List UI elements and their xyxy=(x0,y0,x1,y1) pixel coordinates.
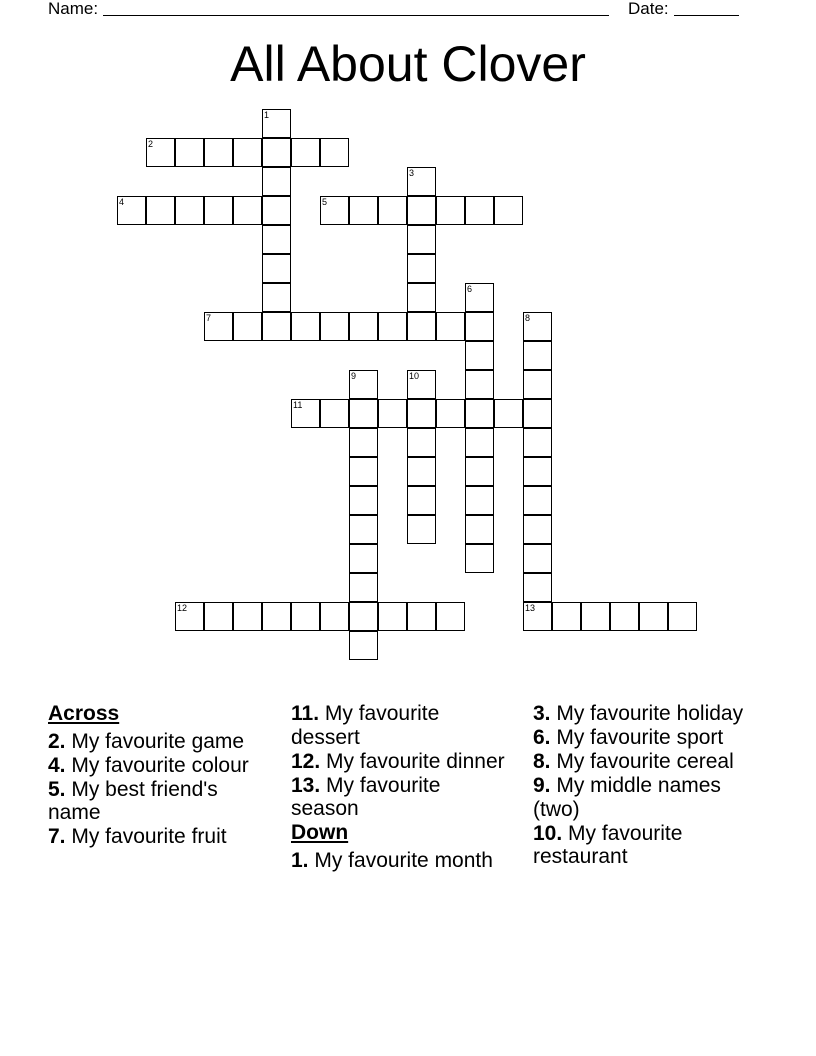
crossword-cell[interactable] xyxy=(117,196,146,225)
crossword-cell[interactable] xyxy=(262,167,291,196)
clue-number: 12 xyxy=(177,603,188,613)
clue-across-11: 11. My favourite dessert xyxy=(291,702,440,749)
crossword-cell[interactable] xyxy=(465,486,494,515)
crossword-cell[interactable] xyxy=(349,312,378,341)
crossword-cell[interactable] xyxy=(407,312,436,341)
crossword-cell[interactable] xyxy=(523,428,552,457)
crossword-cell[interactable] xyxy=(581,602,610,631)
crossword-cell[interactable] xyxy=(668,602,697,631)
crossword-cell[interactable] xyxy=(407,515,436,544)
clue-down-8: 8. My favourite cereal xyxy=(533,750,734,773)
clue-number: 9 xyxy=(351,371,357,381)
crossword-cell[interactable] xyxy=(320,138,349,167)
crossword-cell[interactable] xyxy=(349,573,378,602)
crossword-cell[interactable] xyxy=(523,399,552,428)
clue-number: 4 xyxy=(119,197,125,207)
crossword-cell[interactable] xyxy=(436,196,465,225)
crossword-cell[interactable] xyxy=(349,457,378,486)
clue-number: 7 xyxy=(206,313,212,323)
clue-down-10: 10. My favourite restaurant xyxy=(533,821,683,868)
crossword-cell[interactable] xyxy=(233,196,262,225)
crossword-cell[interactable] xyxy=(175,138,204,167)
clues-column-1 xyxy=(48,702,268,849)
crossword-cell[interactable] xyxy=(378,196,407,225)
crossword-cell[interactable] xyxy=(407,196,436,225)
crossword-cell[interactable] xyxy=(523,457,552,486)
crossword-cell[interactable] xyxy=(523,602,552,631)
crossword-cell[interactable] xyxy=(262,312,291,341)
crossword-cell[interactable] xyxy=(262,138,291,167)
crossword-cell[interactable] xyxy=(320,312,349,341)
crossword-cell[interactable] xyxy=(639,602,668,631)
crossword-cell[interactable] xyxy=(233,138,262,167)
name-label: Name: xyxy=(48,0,99,18)
crossword-cell[interactable] xyxy=(146,138,175,167)
crossword-cell[interactable] xyxy=(349,602,378,631)
crossword-cell[interactable] xyxy=(349,631,378,660)
crossword-cell[interactable] xyxy=(146,196,175,225)
clue-number: 5 xyxy=(322,197,328,207)
clue-across-12: 12. My favourite dinner xyxy=(291,749,505,773)
clue-down-9: 9. My middle names (two) xyxy=(533,774,721,821)
crossword-cell[interactable] xyxy=(407,254,436,283)
crossword-cell[interactable] xyxy=(407,457,436,486)
crossword-cell[interactable] xyxy=(349,544,378,573)
crossword-cell[interactable] xyxy=(349,196,378,225)
crossword-cell[interactable] xyxy=(552,602,581,631)
crossword-cell[interactable] xyxy=(465,457,494,486)
crossword-cell[interactable] xyxy=(465,544,494,573)
clue-number: 11 xyxy=(293,400,303,410)
crossword-cell[interactable] xyxy=(436,312,465,341)
crossword-cell[interactable] xyxy=(262,225,291,254)
clues-column-3 xyxy=(533,702,753,869)
crossword-cell[interactable] xyxy=(320,399,349,428)
crossword-cell[interactable] xyxy=(320,196,349,225)
clue-down-6: 6. My favourite sport xyxy=(533,726,724,749)
crossword-cell[interactable] xyxy=(349,399,378,428)
clue-number: 2 xyxy=(148,139,154,149)
crossword-cell[interactable] xyxy=(320,602,349,631)
clue-down-1: 1. My favourite month xyxy=(291,848,493,872)
crossword-cell[interactable] xyxy=(610,602,639,631)
crossword-cell[interactable] xyxy=(291,312,320,341)
crossword-cell[interactable] xyxy=(175,602,204,631)
clue-number: 13 xyxy=(525,603,536,613)
clue-down-3: 3. My favourite holiday xyxy=(533,702,744,725)
crossword-cell[interactable] xyxy=(233,602,262,631)
crossword-cell[interactable] xyxy=(262,283,291,312)
crossword-cell[interactable] xyxy=(436,399,465,428)
clue-across-13: 13. My favourite season xyxy=(291,773,441,820)
crossword-cell[interactable] xyxy=(465,312,494,341)
crossword-cell[interactable] xyxy=(407,428,436,457)
crossword-cell[interactable] xyxy=(407,486,436,515)
crossword-cell[interactable] xyxy=(407,370,436,399)
crossword-cell[interactable] xyxy=(204,312,233,341)
crossword-cell[interactable] xyxy=(523,370,552,399)
crossword-cell[interactable] xyxy=(233,312,262,341)
clue-number: 6 xyxy=(467,284,473,294)
crossword-cell[interactable] xyxy=(407,225,436,254)
clue-number: 8 xyxy=(525,313,531,323)
crossword-cell[interactable] xyxy=(465,515,494,544)
crossword-cell[interactable] xyxy=(349,370,378,399)
crossword-cell[interactable] xyxy=(465,196,494,225)
crossword-cell[interactable] xyxy=(523,341,552,370)
crossword-cell[interactable] xyxy=(291,399,320,428)
crossword-cell[interactable] xyxy=(204,196,233,225)
crossword-cell[interactable] xyxy=(204,138,233,167)
crossword-cell[interactable] xyxy=(349,486,378,515)
crossword-cell[interactable] xyxy=(407,167,436,196)
crossword-cell[interactable] xyxy=(175,196,204,225)
crossword-cell[interactable] xyxy=(262,109,291,138)
crossword-cell[interactable] xyxy=(523,544,552,573)
crossword-cell[interactable] xyxy=(262,602,291,631)
crossword-cell[interactable] xyxy=(465,399,494,428)
crossword-cell[interactable] xyxy=(407,602,436,631)
clue-across-5: 5. My best friend's name xyxy=(48,777,218,824)
clue-number: 3 xyxy=(409,168,415,178)
crossword-cell[interactable] xyxy=(349,428,378,457)
crossword-cell[interactable] xyxy=(465,428,494,457)
crossword-cell[interactable] xyxy=(494,399,523,428)
clue-across-4: 4. My favourite colour xyxy=(48,753,249,777)
crossword-cell[interactable] xyxy=(378,312,407,341)
clue-number: 10 xyxy=(409,371,420,381)
down-heading: Down xyxy=(291,821,349,844)
crossword-cell[interactable] xyxy=(378,399,407,428)
clue-across-2: 2. My favourite game xyxy=(48,729,245,753)
crossword-cell[interactable] xyxy=(262,254,291,283)
crossword-cell[interactable] xyxy=(204,602,233,631)
clues-column-2 xyxy=(291,702,511,873)
crossword-cell[interactable] xyxy=(523,573,552,602)
across-heading: Across xyxy=(48,702,120,725)
crossword-cell[interactable] xyxy=(378,602,407,631)
crossword-cell[interactable] xyxy=(465,370,494,399)
crossword-cell[interactable] xyxy=(291,138,320,167)
crossword-cell[interactable] xyxy=(291,602,320,631)
crossword-cell[interactable] xyxy=(465,341,494,370)
crossword-cell[interactable] xyxy=(262,196,291,225)
crossword-cell[interactable] xyxy=(523,515,552,544)
date-label: Date: xyxy=(628,0,669,18)
page-title: All About Clover xyxy=(230,36,586,92)
crossword-cell[interactable] xyxy=(465,283,494,312)
crossword-cell[interactable] xyxy=(407,399,436,428)
crossword-cell[interactable] xyxy=(523,312,552,341)
crossword-cell[interactable] xyxy=(494,196,523,225)
crossword-cell[interactable] xyxy=(523,486,552,515)
crossword-cell[interactable] xyxy=(407,283,436,312)
clue-number: 1 xyxy=(264,110,270,120)
crossword-cell[interactable] xyxy=(349,515,378,544)
crossword-cell[interactable] xyxy=(436,602,465,631)
clue-across-7: 7. My favourite fruit xyxy=(48,825,227,848)
